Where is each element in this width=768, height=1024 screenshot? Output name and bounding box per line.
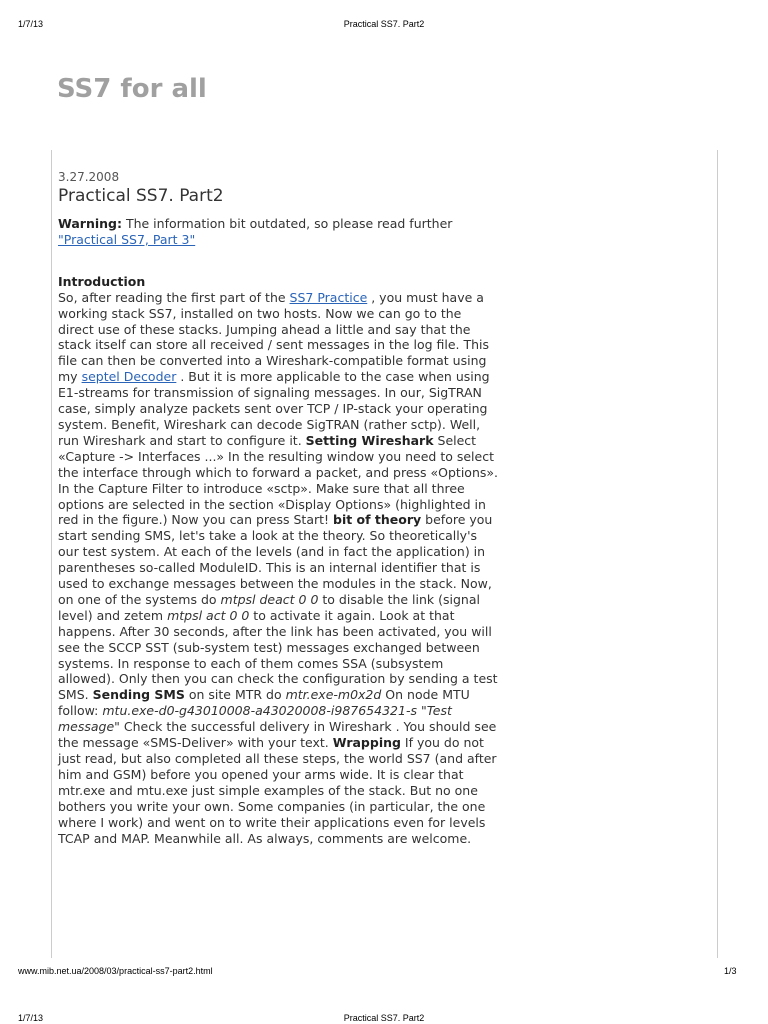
content-left-border bbox=[51, 150, 52, 958]
body-text: So, after reading the first part of the bbox=[58, 289, 290, 305]
blog-title[interactable]: SS7 for all bbox=[57, 74, 207, 104]
post-date: 3.27.2008 bbox=[58, 170, 120, 184]
sending-sms-heading: Sending SMS bbox=[92, 687, 185, 703]
command-mtu: mtu.exe-d0-g43010008-a43020008-i987654321-s "Test message" bbox=[58, 703, 452, 735]
command-mtpsl-act: mtpsl act 0 0 bbox=[167, 607, 250, 623]
print-header-title-page2: Practical SS7. Part2 bbox=[343, 1013, 425, 1023]
content-right-border bbox=[717, 150, 718, 958]
body-text: , you must have a working stack SS7, installed on two hosts. Now we can go to the direct use of these stacks. Jumping ahead a little and say that the stack itself can store all received / sent messages in the log file. This file can then be converted into a Wireshark-compatible format using my bbox=[58, 289, 490, 385]
setting-wireshark-heading: Setting Wireshark bbox=[305, 432, 434, 448]
warning-text: The information bit outdated, so please read further bbox=[121, 216, 453, 231]
blog-post bbox=[58, 170, 498, 846]
warning-notice bbox=[58, 216, 498, 248]
body-text: Check the successful delivery in Wireshark . You should see the message «SMS-Deliver» with your text. bbox=[58, 719, 497, 751]
body-text: . But it is more applicable to the case when using E1-streams for transmission of signaling messages. In our, SigTRAN case, simply analyze packets sent over TCP / IP-stack your operating system. Benefit, Wireshark can decode SigTRAN (rather sctp). Well, run Wireshark and start to configure it. bbox=[58, 369, 490, 448]
print-header-date: 1/7/13 bbox=[18, 19, 44, 29]
ss7-practice-link[interactable]: SS7 Practice bbox=[289, 289, 368, 305]
body-text: On node MTU follow: bbox=[58, 687, 470, 719]
introduction-heading: Introduction bbox=[58, 273, 146, 289]
post-title[interactable]: Practical SS7. Part2 bbox=[58, 186, 224, 206]
body-text: before you start sending SMS, let's take a look at the theory. So theoretically's our test system. At each of the levels (and in fact the application) in parentheses so-called ModuleID. This is an internal identifier that is used to exchange messages between the modules in the stack. Now, on one of the systems do bbox=[58, 512, 493, 607]
body-text: to disable the link (signal level) and zetem bbox=[58, 591, 480, 623]
command-mtpsl-deact: mtpsl deact 0 0 bbox=[220, 591, 319, 607]
practical-ss7-part3-link[interactable]: "Practical SS7, Part 3" bbox=[58, 231, 196, 247]
print-header-title: Practical SS7. Part2 bbox=[343, 19, 425, 29]
post-body bbox=[58, 274, 498, 847]
print-footer-page-number: 1/3 bbox=[724, 966, 737, 976]
wrapping-heading: Wrapping bbox=[332, 735, 401, 751]
print-header-date-page2: 1/7/13 bbox=[18, 1013, 44, 1023]
bit-of-theory-heading: bit of theory bbox=[333, 512, 422, 528]
body-text: If you do not just read, but also completed all these steps, the world SS7 (and after him and GSM) before you opened your arms wide. It is clear that mtr.exe and mtu.exe just simple examples of the stack. But no one bothers you write your own. Some companies (in particular, the one where I work) and went on to write their applications even for levels TCAP and MAP. Meanwhile all. As always, comments are welcome. bbox=[58, 735, 497, 846]
warning-label: Warning: bbox=[58, 216, 122, 231]
body-text: Select «Capture -> Interfaces ...» In the resulting window you need to select the interface through which to forward a packet, and press «Options». In the Capture Filter to introduce «sctp». Make sure that all three options are selected in the section «Display Options» (highlighted in red in the figure.) Now you can press Start! bbox=[58, 432, 499, 528]
body-text: on site MTR do bbox=[184, 687, 286, 703]
print-footer-url: www.mib.net.ua/2008/03/practical-ss7-part2.html bbox=[18, 966, 213, 976]
body-text: to activate it again. Look at that happens. After 30 seconds, after the link has been activated, you will see the SCCP SST (sub-system test) messages exchanged between systems. In response to each of them comes SSA (subsystem allowed). Only then you can check the configuration by sending a test SMS. bbox=[58, 607, 498, 703]
command-mtr: mtr.exe-m0x2d bbox=[285, 687, 382, 703]
septel-decoder-link[interactable]: septel Decoder bbox=[81, 369, 177, 385]
